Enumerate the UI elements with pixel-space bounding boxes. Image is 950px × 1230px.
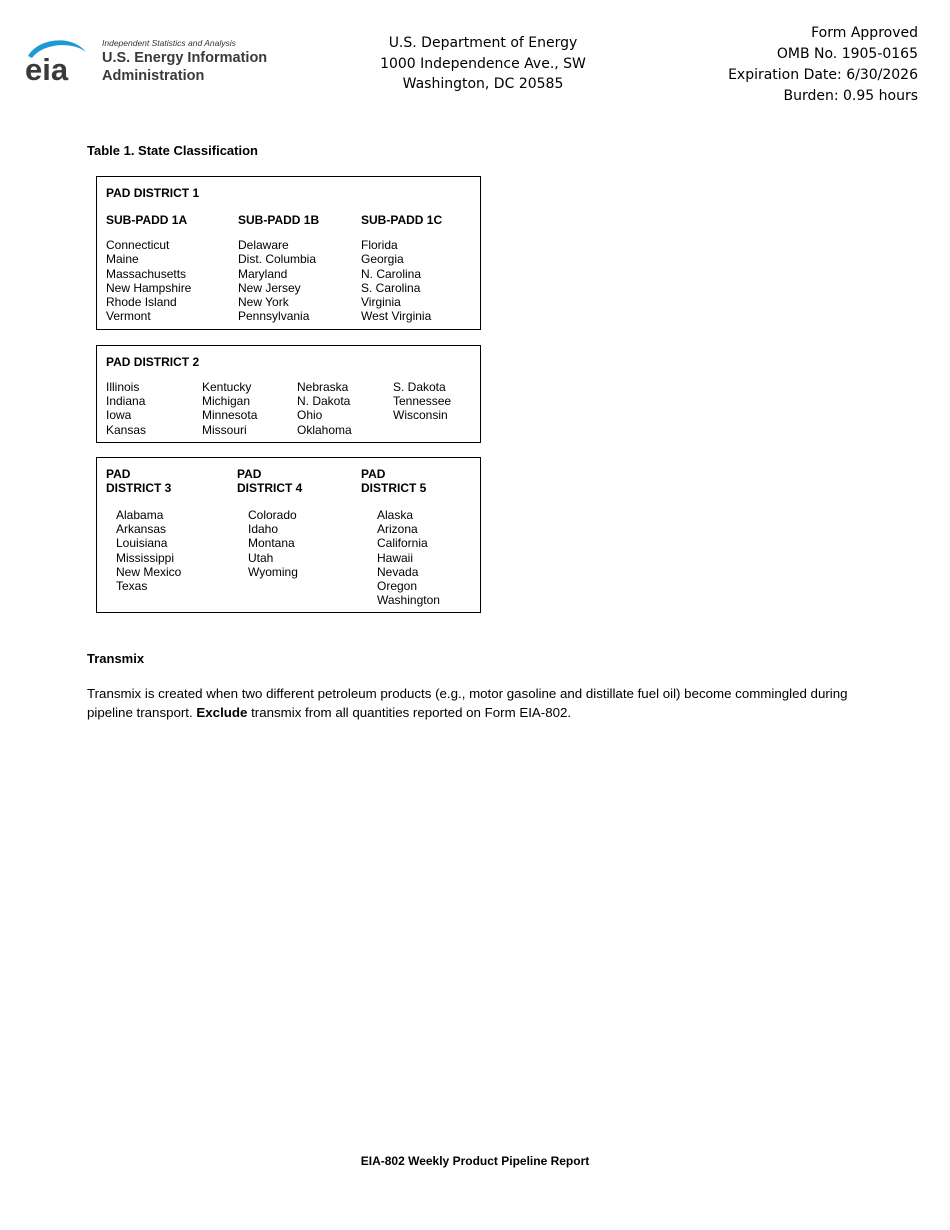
state-item: Arizona	[377, 522, 418, 537]
state-item: S. Dakota	[393, 380, 446, 394]
padd1-box	[96, 176, 481, 330]
state-item: Dist. Columbia	[238, 252, 317, 267]
sub-padd-1b	[238, 213, 319, 323]
state-item: New Jersey	[238, 280, 301, 295]
state-item: Ohio	[297, 408, 323, 423]
state-item: Iowa	[106, 408, 132, 423]
padd5-heading	[361, 467, 426, 495]
sub-padd-heading: SUB-PADD 1A	[106, 213, 188, 227]
state-item: Illinois	[106, 380, 140, 394]
padd3-heading	[106, 467, 171, 495]
transmix-exclude-word: Exclude	[196, 704, 248, 720]
padd-heading-line2: DISTRICT 5	[361, 481, 427, 496]
state-item: Wyoming	[248, 564, 298, 579]
state-item: Connecticut	[106, 238, 170, 253]
state-item: Washington	[377, 593, 440, 608]
form-approval-info	[728, 23, 918, 107]
logo-wordmark: eia	[25, 52, 69, 84]
padd2-column-2	[202, 380, 257, 437]
state-item: New Mexico	[116, 564, 182, 579]
padd2-column-3	[297, 380, 352, 437]
state-item: Idaho	[248, 522, 279, 537]
padd1-title: PAD DISTRICT 1	[106, 186, 200, 200]
state-item: Florida	[361, 238, 398, 253]
padd345-box	[96, 457, 481, 613]
state-item: Maryland	[238, 266, 288, 281]
logo-name-line1: U.S. Energy Information	[102, 50, 268, 66]
state-item: Delaware	[238, 238, 289, 253]
table-title: Table 1. State Classification	[87, 143, 258, 158]
transmix-paragraph	[87, 685, 867, 722]
logo-tagline: Independent Statistics and Analysis	[102, 38, 236, 48]
transmix-text-after: transmix from all quantities reported on Form EIA-802.	[247, 704, 572, 720]
state-item: Tennessee	[393, 394, 452, 409]
padd4-heading	[237, 467, 302, 495]
state-item: Massachusetts	[106, 266, 187, 281]
state-item: Arkansas	[116, 522, 167, 537]
state-item: Texas	[116, 579, 148, 594]
state-item: West Virginia	[361, 309, 432, 324]
transmix-text-before: Transmix is created when two different petroleum products (e.g., motor gasoline and distillate fuel oil) become commingled during pipeline transport.	[87, 686, 848, 720]
state-item: Pennsylvania	[238, 309, 310, 324]
state-item: Georgia	[361, 252, 404, 267]
padd2-box	[96, 345, 481, 443]
page-footer: EIA-802 Weekly Product Pipeline Report	[360, 1154, 590, 1168]
state-item: Michigan	[202, 394, 251, 409]
sub-padd-heading: SUB-PADD 1B	[238, 213, 320, 227]
padd5-states	[377, 508, 440, 607]
sub-padd-heading: SUB-PADD 1C	[361, 213, 443, 227]
state-item: Colorado	[248, 508, 297, 522]
omb-number: OMB No. 1905-0165	[776, 46, 918, 62]
state-item: Wisconsin	[393, 408, 448, 423]
expiration-date: Expiration Date: 6/30/2026	[728, 67, 918, 83]
padd2-column-4	[393, 380, 451, 423]
state-item: Utah	[248, 550, 274, 565]
transmix-title: Transmix	[87, 651, 145, 666]
state-item: Missouri	[202, 422, 247, 437]
state-item: N. Carolina	[361, 266, 422, 281]
state-item: Virginia	[361, 295, 401, 310]
state-item: Hawaii	[377, 550, 414, 565]
state-item: Nevada	[377, 564, 419, 579]
state-item: Montana	[248, 536, 295, 551]
state-item: Vermont	[106, 309, 151, 324]
burden-hours: Burden: 0.95 hours	[783, 88, 918, 104]
state-item: S. Carolina	[361, 280, 421, 295]
padd-heading-line1: PAD	[106, 467, 131, 481]
padd3-states	[116, 508, 181, 593]
state-item: California	[377, 536, 428, 551]
padd-heading-line2: DISTRICT 4	[237, 481, 303, 496]
state-item: Rhode Island	[106, 295, 177, 310]
padd2-title: PAD DISTRICT 2	[106, 355, 200, 369]
department-address	[333, 33, 633, 95]
state-item: Louisiana	[116, 536, 168, 551]
padd-heading-line1: PAD	[237, 467, 262, 481]
padd-heading-line2: DISTRICT 3	[106, 481, 172, 496]
department-name: U.S. Department of Energy	[388, 35, 578, 51]
state-item: New York	[238, 295, 289, 310]
logo-agency-name	[102, 49, 267, 85]
form-approved: Form Approved	[811, 25, 918, 41]
department-street: 1000 Independence Ave., SW	[380, 55, 586, 72]
state-item: Alabama	[116, 508, 164, 522]
department-city: Washington, DC 20585	[402, 76, 564, 92]
logo-name-line2: Administration	[102, 68, 205, 84]
eia-logo	[24, 36, 294, 86]
state-item: Minnesota	[202, 408, 258, 423]
eia-logo-mark	[24, 36, 88, 84]
padd2-column-1	[106, 380, 146, 437]
state-item: Maine	[106, 252, 139, 267]
sub-padd-1a	[106, 213, 191, 323]
sub-padd-1c	[361, 213, 442, 323]
state-item: Indiana	[106, 394, 146, 409]
state-item: New Hampshire	[106, 280, 192, 295]
padd-heading-line1: PAD	[361, 467, 386, 481]
state-item: Kansas	[106, 422, 147, 437]
state-item: Oklahoma	[297, 422, 352, 437]
state-item: Oregon	[377, 579, 418, 594]
padd4-states	[248, 508, 298, 579]
state-item: Nebraska	[297, 380, 349, 394]
state-item: Mississippi	[116, 550, 175, 565]
state-item: Kentucky	[202, 380, 252, 394]
state-item: Alaska	[377, 508, 414, 522]
state-item: N. Dakota	[297, 394, 351, 409]
